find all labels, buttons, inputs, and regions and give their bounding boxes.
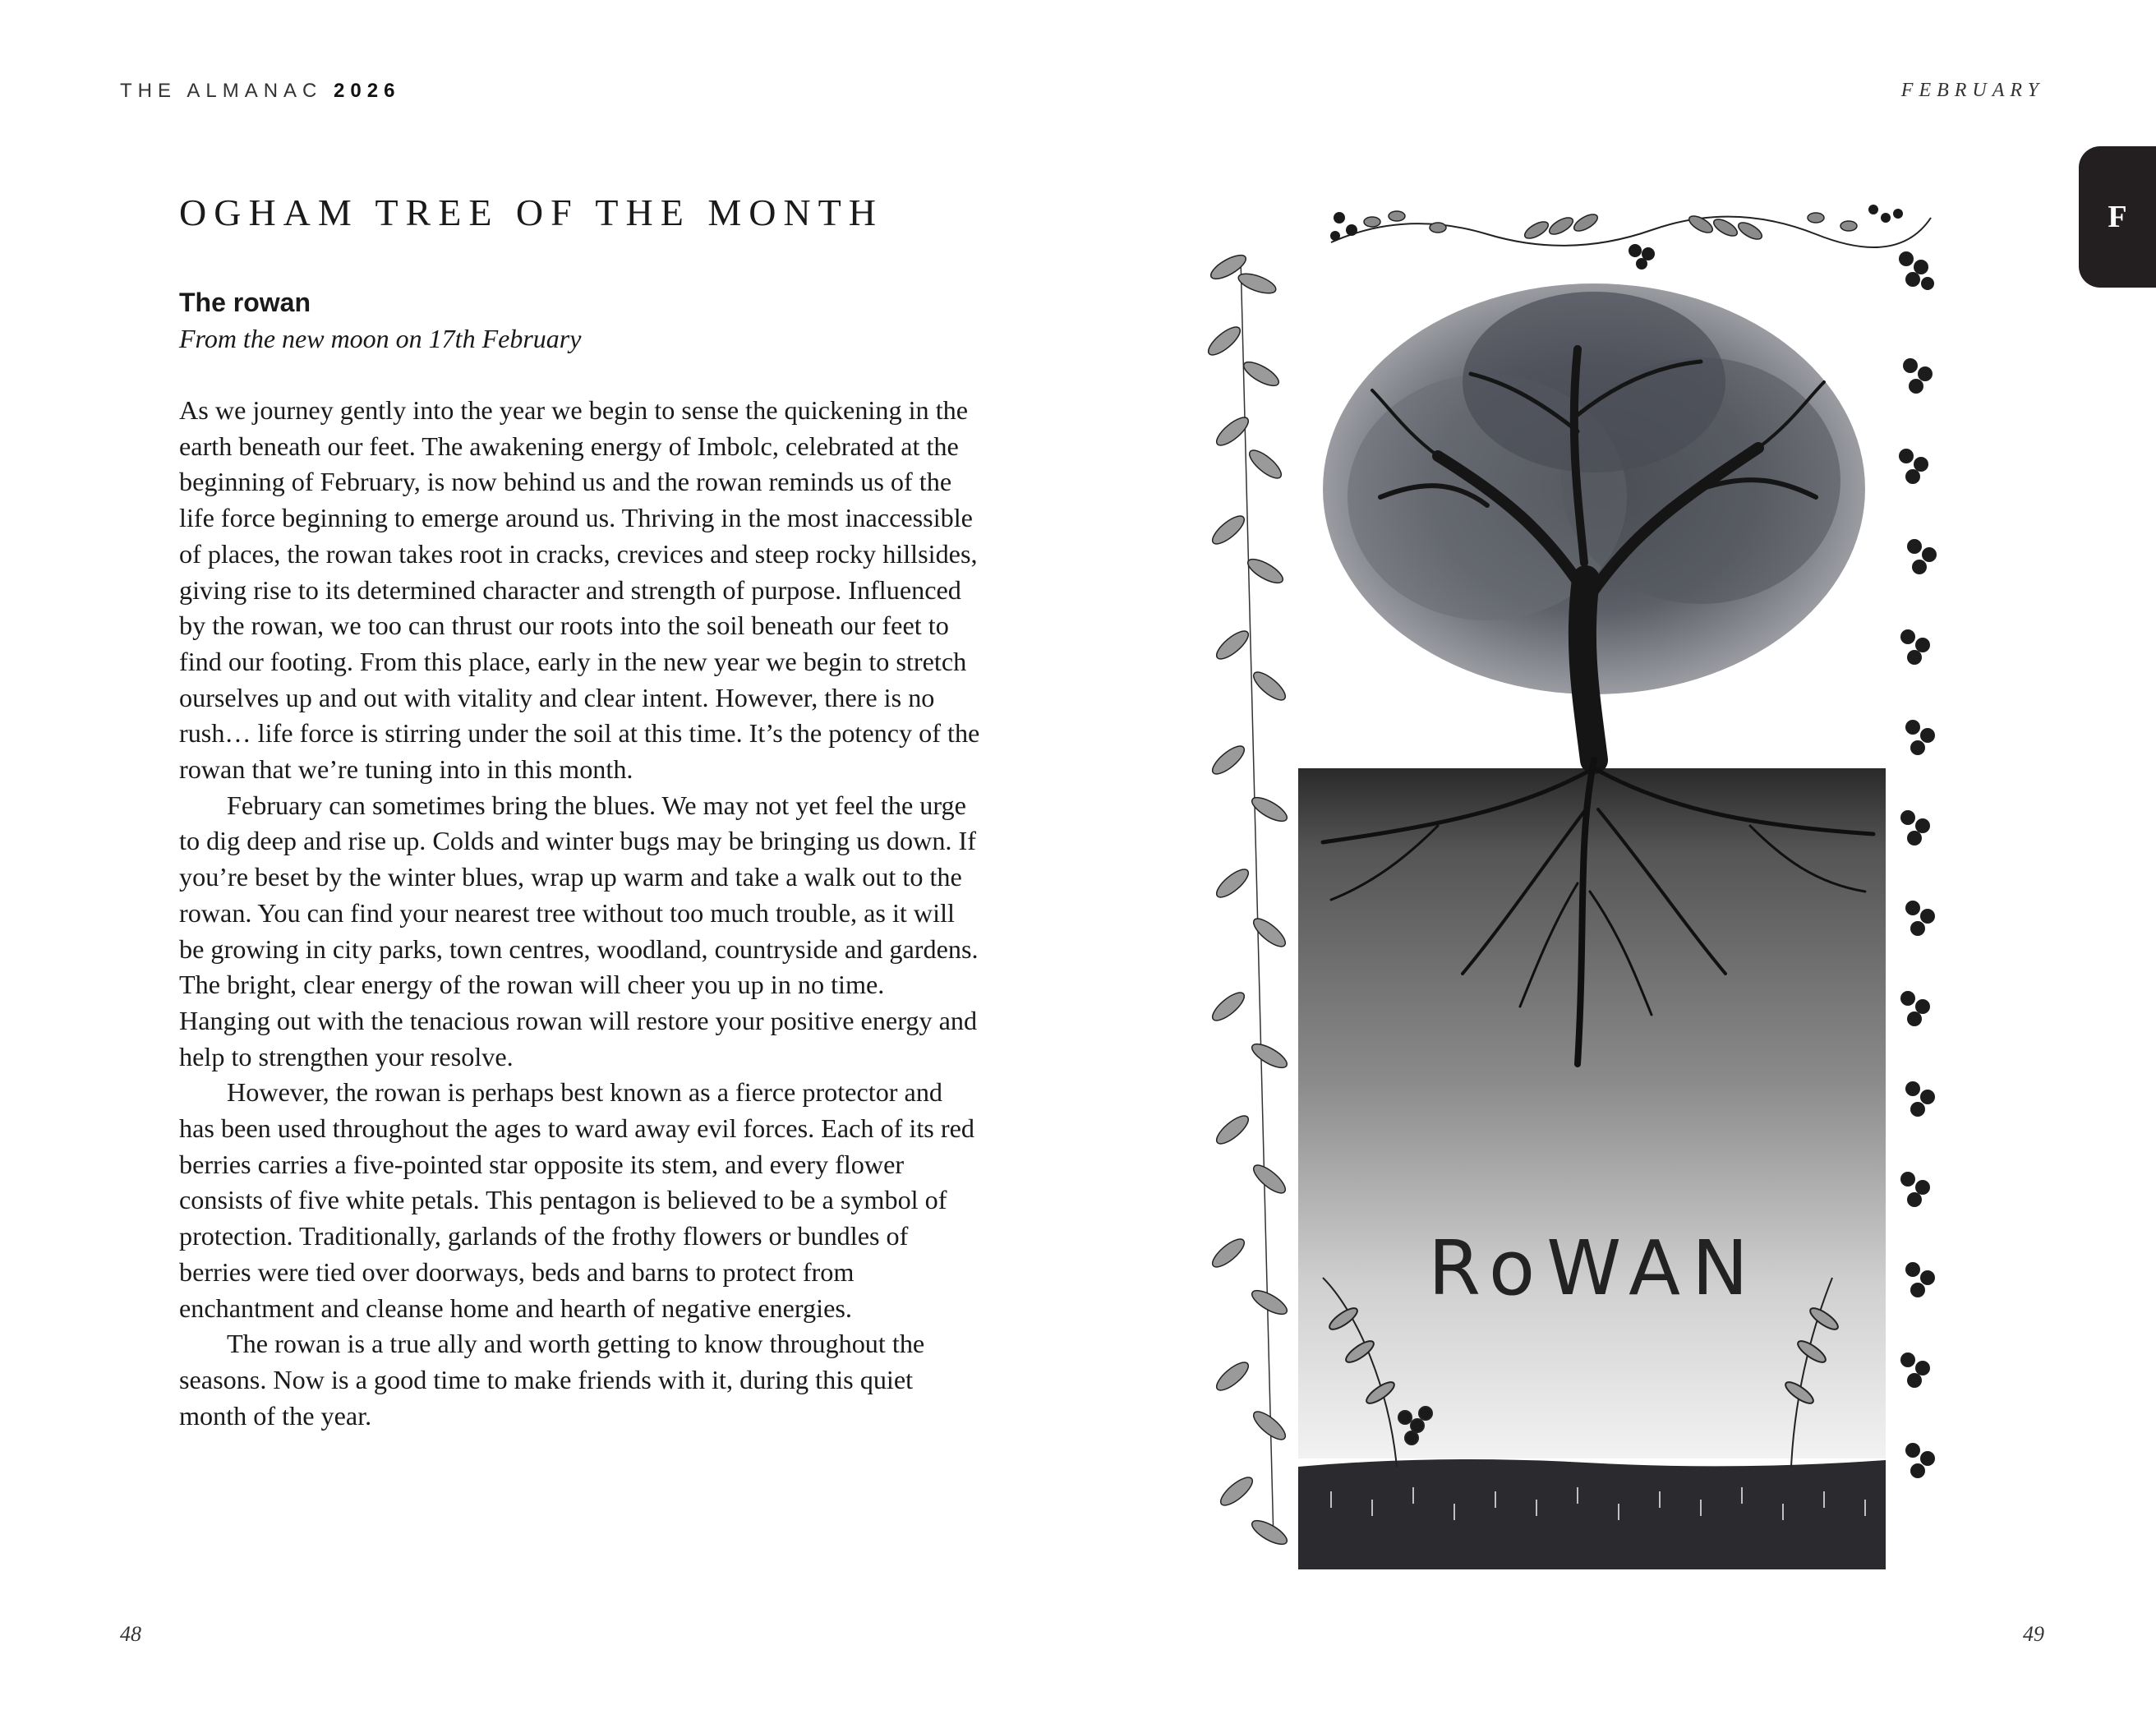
paragraph: The rowan is a true ally and worth getting to know throughout the seasons. Now is a good time to make friends with it, during this quiet month of the year. — [179, 1329, 925, 1431]
page-number-right: 49 — [2023, 1622, 2044, 1646]
article-subhead: The rowan — [179, 288, 311, 317]
top-border-garland — [1331, 217, 1931, 247]
paragraph: As we journey gently into the year we begin to sense the quickening in the earth beneath our feet. The awakening energy of Imbolc, celebrated at the beginning of February, is now behind us and the rowan reminds us of the life force beginning to emerge around us. Thriving in the most inaccessible of places, the rowan takes root in cracks, crevices and steep rocky hillsides, giving rise to its determined character and strength of purpose. Influenced by the rowan, we too can thrust our roots into the soil beneath our feet to find our footing. From this place, early in the new year we begin to stretch ourselves up and out with vitality and clear intent. However, there is no rush… life force is stirring under the soil at this time. It’s the potency of the rowan that we’re tuning into in this month. — [179, 395, 980, 785]
paragraph: However, the rowan is perhaps best known as a fierce protector and has been used throughout the ages to ward away evil forces. Each of its red berries carries a five-pointed star opposite its stem, and every flower consists of five white petals. This pentagon is believed to be a symbol of protection. Traditionally, garlands of the frothy flowers or bundles of berries were tied over doorways, beds and barns to protect from enchantment and cleanse home and hearth of negative energies. — [179, 1077, 974, 1323]
page-number-left: 48 — [120, 1622, 141, 1646]
paragraph: February can sometimes bring the blues. We may not yet feel the urge to dig deep and rise up. Colds and winter bugs may be bringing us down. If you’re beset by the winter blues, wrap up warm and take a walk out to the rowan. You can find your nearest tree without too much trouble, as it will be growing in city parks, town centres, woodland, countryside and gardens. The bright, clear energy of the rowan will cheer you up in no time. Hanging out with the tenacious rowan will restore your positive energy and help to strengthen your resolve. — [179, 790, 979, 1071]
almanac-title: THE ALMANAC — [120, 80, 323, 102]
top-border-leaves — [1364, 211, 1857, 242]
running-header-month: FEBRUARY — [1900, 80, 2044, 101]
article-subline: From the new moon on 17th February — [179, 324, 582, 353]
left-border-fronds — [1205, 251, 1290, 1549]
rowan-artwork — [1191, 185, 1997, 1569]
ground-band — [1298, 1459, 1886, 1569]
month-thumb-tab[interactable] — [2079, 146, 2156, 288]
rowan-illustration — [1191, 185, 1997, 1569]
thumb-tab-letter: F — [2108, 200, 2127, 234]
running-header-left — [120, 80, 400, 103]
section-title: OGHAM TREE OF THE MONTH — [179, 191, 883, 233]
article-body — [179, 393, 980, 1434]
soil-wash — [1298, 768, 1886, 1458]
almanac-year: 2026 — [334, 80, 401, 102]
rowan-label: RoWAN — [1428, 1224, 1760, 1312]
